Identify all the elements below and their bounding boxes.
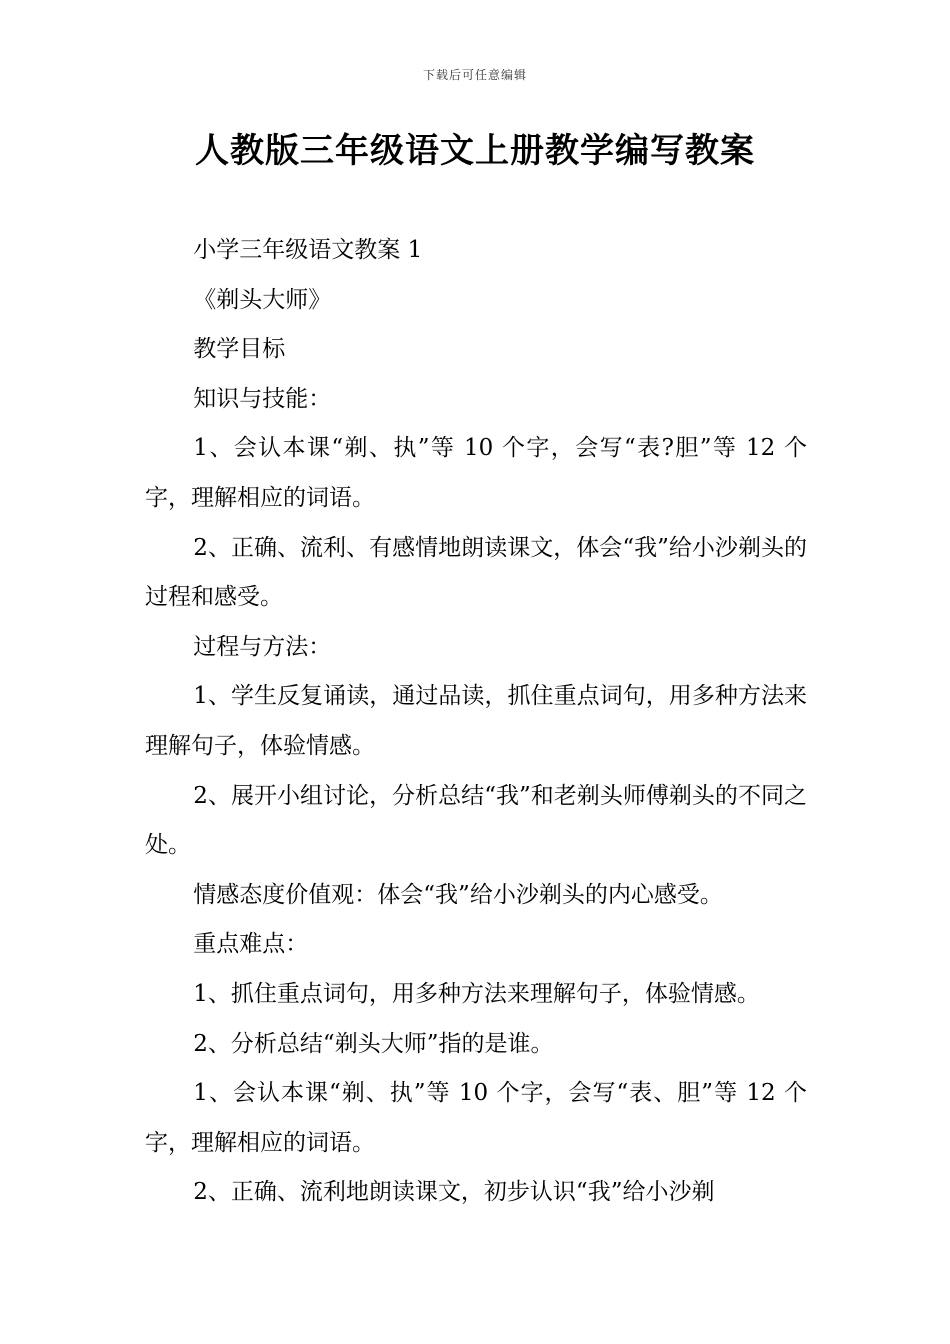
paragraph-key-difficulties: 重点难点： [193, 931, 309, 958]
header-note: 下载后可任意编辑 [422, 68, 527, 82]
paragraph-emotion-values: 情感态度价值观：体会“我”给小沙剃头的内心感受。 [193, 881, 723, 908]
paragraph-goal-2: 2、正确、流利、有感情地朗读课文，体会“我”给小沙剃头的过程和感受。 [145, 534, 807, 611]
paragraph-section-goals: 教学目标 [193, 336, 286, 363]
paragraph-goal-1: 1、会认本课“剃、执”等 10 个字，会写“表?胆”等 12 个字，理解相应的词语。 [145, 435, 807, 511]
paragraph-knowledge-skills: 知识与技能： [193, 385, 332, 412]
paragraph-lesson-heading: 小学三年级语文教案 1 [193, 237, 423, 263]
paragraph-objective-2: 2、正确、流利地朗读课文，初步认识“我”给小沙剃 [193, 1179, 715, 1206]
paragraph-lesson-title: 《剃头大师》 [193, 286, 332, 313]
document-title: 人教版三年级语文上册教学编写教案 [195, 131, 755, 171]
paragraph-method-1: 1、学生反复诵读，通过品读，抓住重点词句，用多种方法来理解句子，体验情感。 [145, 683, 807, 759]
paragraph-process-methods: 过程与方法： [193, 633, 332, 660]
paragraph-difficulty-1: 1、抓住重点词句，用多种方法来理解句子，体验情感。 [193, 980, 760, 1007]
paragraph-difficulty-2: 2、分析总结“剃头大师”指的是谁。 [193, 1030, 554, 1057]
document-body [145, 226, 807, 1218]
paragraph-method-2: 2、展开小组讨论，分析总结“我”和老剃头师傅剃头的不同之处。 [145, 782, 807, 859]
paragraph-objective-1: 1、会认本课“剃、执”等 10 个字，会写“表、胆”等 12 个字，理解相应的词语。 [145, 1080, 807, 1156]
